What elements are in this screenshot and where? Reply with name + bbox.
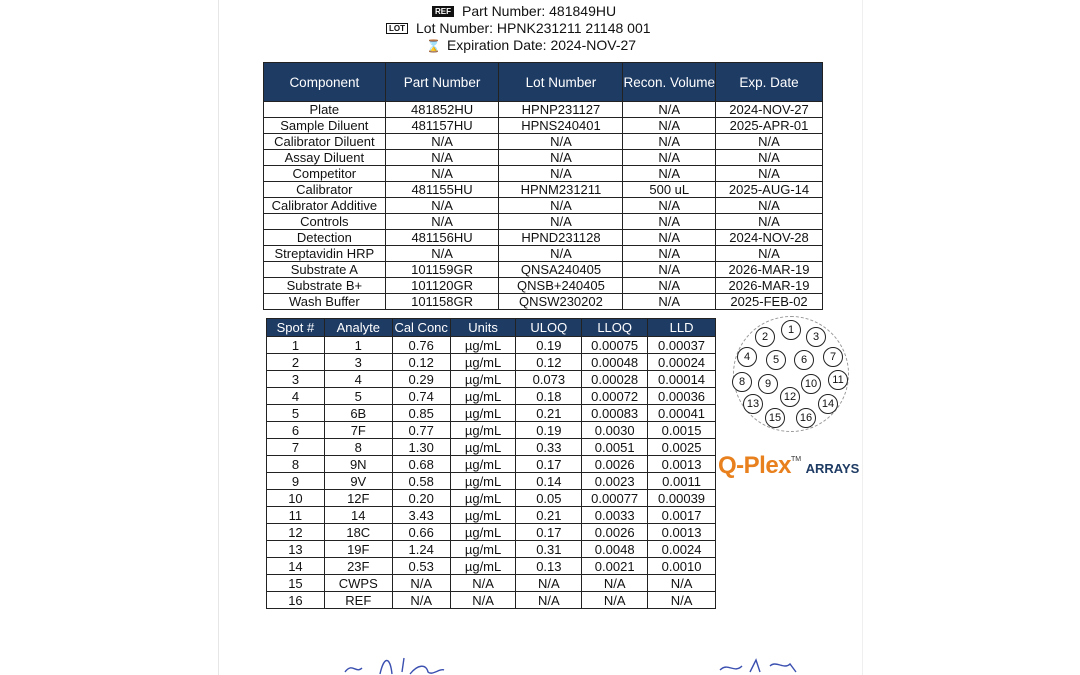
table-cell: 23F (324, 558, 392, 575)
spot-marker: 8 (732, 372, 752, 392)
col-header-component: Component (264, 63, 386, 102)
spot-row (267, 422, 716, 439)
component-row (264, 166, 823, 182)
table-cell: 2025-AUG-14 (716, 182, 823, 198)
table-cell: µg/mL (450, 507, 516, 524)
table-cell: 4 (324, 371, 392, 388)
table-cell: 0.85 (392, 405, 450, 422)
table-cell: 0.33 (516, 439, 582, 456)
table-cell: 0.00014 (648, 371, 716, 388)
spot-marker: 5 (766, 350, 786, 370)
table-cell: 0.68 (392, 456, 450, 473)
table-cell: 3.43 (392, 507, 450, 524)
spot-marker: 7 (823, 347, 843, 367)
table-cell: 10 (267, 490, 325, 507)
table-cell: N/A (623, 198, 716, 214)
table-cell: N/A (385, 150, 499, 166)
table-cell: 0.0010 (648, 558, 716, 575)
part-number-text: Part Number: 481849HU (462, 3, 617, 19)
hourglass-icon: ⌛ (426, 39, 441, 53)
spot-marker: 1 (781, 320, 801, 340)
table-cell: 0.13 (516, 558, 582, 575)
table-cell: N/A (623, 118, 716, 134)
col-header-analyte: Analyte (324, 319, 392, 337)
table-cell: HPNM231211 (499, 182, 623, 198)
table-cell: Assay Diluent (264, 150, 386, 166)
table-cell: µg/mL (450, 439, 516, 456)
component-row (264, 118, 823, 134)
table-cell: 2 (267, 354, 325, 371)
table-cell: 2026-MAR-19 (716, 262, 823, 278)
table-cell: 0.0011 (648, 473, 716, 490)
table-cell: Substrate B+ (264, 278, 386, 294)
table-cell: 0.21 (516, 507, 582, 524)
table-cell: 15 (267, 575, 325, 592)
table-cell: 0.0021 (582, 558, 648, 575)
table-cell: 0.12 (392, 354, 450, 371)
lot-symbol: LOT (386, 23, 408, 34)
table-cell: µg/mL (450, 371, 516, 388)
spot-row (267, 592, 716, 609)
table-cell: 0.0024 (648, 541, 716, 558)
table-cell: 14 (267, 558, 325, 575)
table-cell: N/A (516, 575, 582, 592)
table-cell: 500 uL (623, 182, 716, 198)
spot-row (267, 507, 716, 524)
spot-row (267, 371, 716, 388)
expiration-text: Expiration Date: 2024-NOV-27 (446, 37, 637, 53)
table-cell: 0.0033 (582, 507, 648, 524)
spot-marker: 12 (780, 387, 800, 407)
component-row (264, 150, 823, 166)
table-cell: 12 (267, 524, 325, 541)
table-cell: 14 (324, 507, 392, 524)
table-cell: 0.0023 (582, 473, 648, 490)
table-cell: 0.0017 (648, 507, 716, 524)
table-cell: 481157HU (385, 118, 499, 134)
spot-marker: 13 (743, 394, 763, 414)
lot-number-line (386, 19, 651, 37)
table-cell: N/A (516, 592, 582, 609)
table-cell: N/A (499, 214, 623, 230)
table-cell: REF (324, 592, 392, 609)
table-cell: N/A (623, 278, 716, 294)
table-cell: 0.31 (516, 541, 582, 558)
table-cell: 2025-APR-01 (716, 118, 823, 134)
table-cell: 0.0025 (648, 439, 716, 456)
table-cell: N/A (716, 214, 823, 230)
table-cell: Calibrator Additive (264, 198, 386, 214)
table-cell: 16 (267, 592, 325, 609)
table-cell: QNSB+240405 (499, 278, 623, 294)
table-cell: 0.58 (392, 473, 450, 490)
table-cell: N/A (392, 575, 450, 592)
table-cell: N/A (385, 214, 499, 230)
spot-marker: 14 (818, 394, 838, 414)
component-row (264, 262, 823, 278)
table-cell: HPND231128 (499, 230, 623, 246)
spot-row (267, 337, 716, 354)
table-cell: 13 (267, 541, 325, 558)
table-cell: 0.17 (516, 524, 582, 541)
table-cell: N/A (623, 134, 716, 150)
table-cell: 6 (267, 422, 325, 439)
table-cell: 0.77 (392, 422, 450, 439)
logo-sub-text: ARRAYS (805, 461, 860, 476)
component-row (264, 278, 823, 294)
table-cell: 0.00048 (582, 354, 648, 371)
table-cell: 0.00039 (648, 490, 716, 507)
table-cell: N/A (499, 198, 623, 214)
spot-row (267, 473, 716, 490)
components-table (263, 62, 823, 310)
table-cell: 6B (324, 405, 392, 422)
table-cell: N/A (623, 214, 716, 230)
table-cell: 9V (324, 473, 392, 490)
component-row (264, 230, 823, 246)
table-cell: 0.29 (392, 371, 450, 388)
table-cell: N/A (623, 166, 716, 182)
table-cell: N/A (623, 294, 716, 310)
part-number-line (432, 2, 616, 20)
table-cell: 7F (324, 422, 392, 439)
table-cell: 0.00024 (648, 354, 716, 371)
spot-row (267, 405, 716, 422)
table-cell: 0.19 (516, 422, 582, 439)
table-cell: N/A (499, 150, 623, 166)
spot-row (267, 558, 716, 575)
table-cell: 9 (267, 473, 325, 490)
table-cell: HPNP231127 (499, 102, 623, 118)
table-cell: 1 (267, 337, 325, 354)
table-cell: 0.0015 (648, 422, 716, 439)
table-cell: 0.00072 (582, 388, 648, 405)
table-cell: µg/mL (450, 354, 516, 371)
table-cell: 101159GR (385, 262, 499, 278)
component-row (264, 182, 823, 198)
table-cell: 5 (324, 388, 392, 405)
table-cell: 1.30 (392, 439, 450, 456)
table-cell: CWPS (324, 575, 392, 592)
col-header-lloq: LLOQ (582, 319, 648, 337)
table-cell: 0.00077 (582, 490, 648, 507)
component-row (264, 102, 823, 118)
table-cell: 0.05 (516, 490, 582, 507)
col-header-exp-date: Exp. Date (716, 63, 823, 102)
table-cell: 0.00041 (648, 405, 716, 422)
table-cell: QNSA240405 (499, 262, 623, 278)
table-cell: N/A (582, 575, 648, 592)
spot-row (267, 354, 716, 371)
table-cell: 0.00083 (582, 405, 648, 422)
table-cell: µg/mL (450, 405, 516, 422)
signature-scribble (340, 650, 840, 675)
table-cell: N/A (385, 198, 499, 214)
spots-header-row (267, 319, 716, 337)
table-cell: µg/mL (450, 422, 516, 439)
table-cell: 101120GR (385, 278, 499, 294)
table-cell: N/A (385, 246, 499, 262)
table-cell: Detection (264, 230, 386, 246)
table-cell: µg/mL (450, 558, 516, 575)
spot-marker: 2 (755, 327, 775, 347)
table-cell: 8 (324, 439, 392, 456)
table-cell: Controls (264, 214, 386, 230)
table-cell: N/A (648, 592, 716, 609)
logo-tm: TM (791, 456, 802, 463)
table-cell: N/A (648, 575, 716, 592)
table-cell: 0.12 (516, 354, 582, 371)
page-right-edge (862, 0, 863, 675)
expiration-line (426, 36, 636, 55)
table-cell: 0.21 (516, 405, 582, 422)
table-cell: 9N (324, 456, 392, 473)
spot-marker: 15 (765, 408, 785, 428)
spot-marker: 11 (828, 370, 848, 390)
table-cell: µg/mL (450, 541, 516, 558)
table-cell: N/A (450, 575, 516, 592)
spot-marker: 6 (794, 350, 814, 370)
table-cell: HPNS240401 (499, 118, 623, 134)
col-header-uloq: ULOQ (516, 319, 582, 337)
table-cell: 0.17 (516, 456, 582, 473)
table-cell: 0.76 (392, 337, 450, 354)
table-cell: 2024-NOV-28 (716, 230, 823, 246)
component-row (264, 214, 823, 230)
table-cell: 2024-NOV-27 (716, 102, 823, 118)
table-cell: N/A (623, 102, 716, 118)
table-cell: N/A (385, 134, 499, 150)
component-row (264, 246, 823, 262)
table-cell: 481156HU (385, 230, 499, 246)
table-cell: µg/mL (450, 337, 516, 354)
ref-symbol: REF (432, 6, 454, 17)
table-cell: Competitor (264, 166, 386, 182)
component-row (264, 198, 823, 214)
table-cell: N/A (716, 134, 823, 150)
table-cell: N/A (392, 592, 450, 609)
table-cell: 12F (324, 490, 392, 507)
table-cell: N/A (716, 166, 823, 182)
table-cell: 0.0013 (648, 456, 716, 473)
table-cell: N/A (499, 246, 623, 262)
table-cell: 0.00036 (648, 388, 716, 405)
table-cell: 0.0026 (582, 524, 648, 541)
page-left-edge (218, 0, 219, 675)
spot-marker: 4 (737, 347, 757, 367)
table-cell: N/A (623, 262, 716, 278)
table-cell: Sample Diluent (264, 118, 386, 134)
table-cell: N/A (499, 166, 623, 182)
spot-row (267, 575, 716, 592)
table-cell: 0.53 (392, 558, 450, 575)
table-cell: 11 (267, 507, 325, 524)
table-cell: 0.66 (392, 524, 450, 541)
component-row (264, 134, 823, 150)
col-header-part-number: Part Number (385, 63, 499, 102)
col-header-lld: LLD (648, 319, 716, 337)
spot-row (267, 456, 716, 473)
spot-marker: 16 (796, 408, 816, 428)
table-cell: Streptavidin HRP (264, 246, 386, 262)
table-cell: µg/mL (450, 456, 516, 473)
table-cell: 2026-MAR-19 (716, 278, 823, 294)
table-cell: Wash Buffer (264, 294, 386, 310)
table-cell: 1.24 (392, 541, 450, 558)
table-cell: 0.0051 (582, 439, 648, 456)
table-cell: 481852HU (385, 102, 499, 118)
col-header-units: Units (450, 319, 516, 337)
logo-main-text: Q-Plex (718, 452, 792, 479)
table-cell: 481155HU (385, 182, 499, 198)
table-cell: Substrate A (264, 262, 386, 278)
table-cell: 0.0048 (582, 541, 648, 558)
table-cell: N/A (499, 134, 623, 150)
col-header-lot-number: Lot Number (499, 63, 623, 102)
table-cell: Calibrator (264, 182, 386, 198)
table-cell: N/A (582, 592, 648, 609)
table-cell: 19F (324, 541, 392, 558)
component-row (264, 294, 823, 310)
table-cell: 0.00037 (648, 337, 716, 354)
spot-marker: 3 (806, 327, 826, 347)
spot-row (267, 439, 716, 456)
table-cell: Calibrator Diluent (264, 134, 386, 150)
col-header-spot: Spot # (267, 319, 325, 337)
table-cell: 8 (267, 456, 325, 473)
table-cell: 0.0026 (582, 456, 648, 473)
lot-number-text: Lot Number: HPNK231211 21148 001 (416, 20, 651, 36)
table-cell: 0.18 (516, 388, 582, 405)
table-cell: 0.0013 (648, 524, 716, 541)
spots-table (266, 318, 716, 609)
table-cell: 18C (324, 524, 392, 541)
table-cell: N/A (716, 246, 823, 262)
table-cell: 0.00028 (582, 371, 648, 388)
spot-marker: 10 (801, 374, 821, 394)
spot-layout-diagram (720, 312, 860, 440)
table-cell: N/A (385, 166, 499, 182)
table-cell: 1 (324, 337, 392, 354)
table-cell: N/A (716, 150, 823, 166)
table-cell: 7 (267, 439, 325, 456)
spot-row (267, 388, 716, 405)
table-cell: 101158GR (385, 294, 499, 310)
table-cell: 4 (267, 388, 325, 405)
col-header-recon-volume: Recon. Volume (623, 63, 716, 102)
table-cell: 3 (324, 354, 392, 371)
table-cell: 5 (267, 405, 325, 422)
table-cell: µg/mL (450, 473, 516, 490)
table-cell: 0.00075 (582, 337, 648, 354)
spot-row (267, 490, 716, 507)
spot-row (267, 541, 716, 558)
components-header-row (264, 63, 823, 102)
qplex-logo (718, 452, 859, 480)
table-cell: Plate (264, 102, 386, 118)
table-cell: 0.74 (392, 388, 450, 405)
table-cell: 0.073 (516, 371, 582, 388)
col-header-cal-conc: Cal Conc (392, 319, 450, 337)
table-cell: µg/mL (450, 388, 516, 405)
table-cell: QNSW230202 (499, 294, 623, 310)
table-cell: 3 (267, 371, 325, 388)
table-cell: 0.0030 (582, 422, 648, 439)
table-cell: N/A (623, 246, 716, 262)
table-cell: N/A (716, 198, 823, 214)
table-cell: 2025-FEB-02 (716, 294, 823, 310)
table-cell: N/A (623, 230, 716, 246)
table-cell: µg/mL (450, 524, 516, 541)
table-cell: µg/mL (450, 490, 516, 507)
spot-row (267, 524, 716, 541)
table-cell: 0.19 (516, 337, 582, 354)
spot-marker: 9 (758, 374, 778, 394)
table-cell: 0.20 (392, 490, 450, 507)
table-cell: N/A (450, 592, 516, 609)
table-cell: 0.14 (516, 473, 582, 490)
table-cell: N/A (623, 150, 716, 166)
